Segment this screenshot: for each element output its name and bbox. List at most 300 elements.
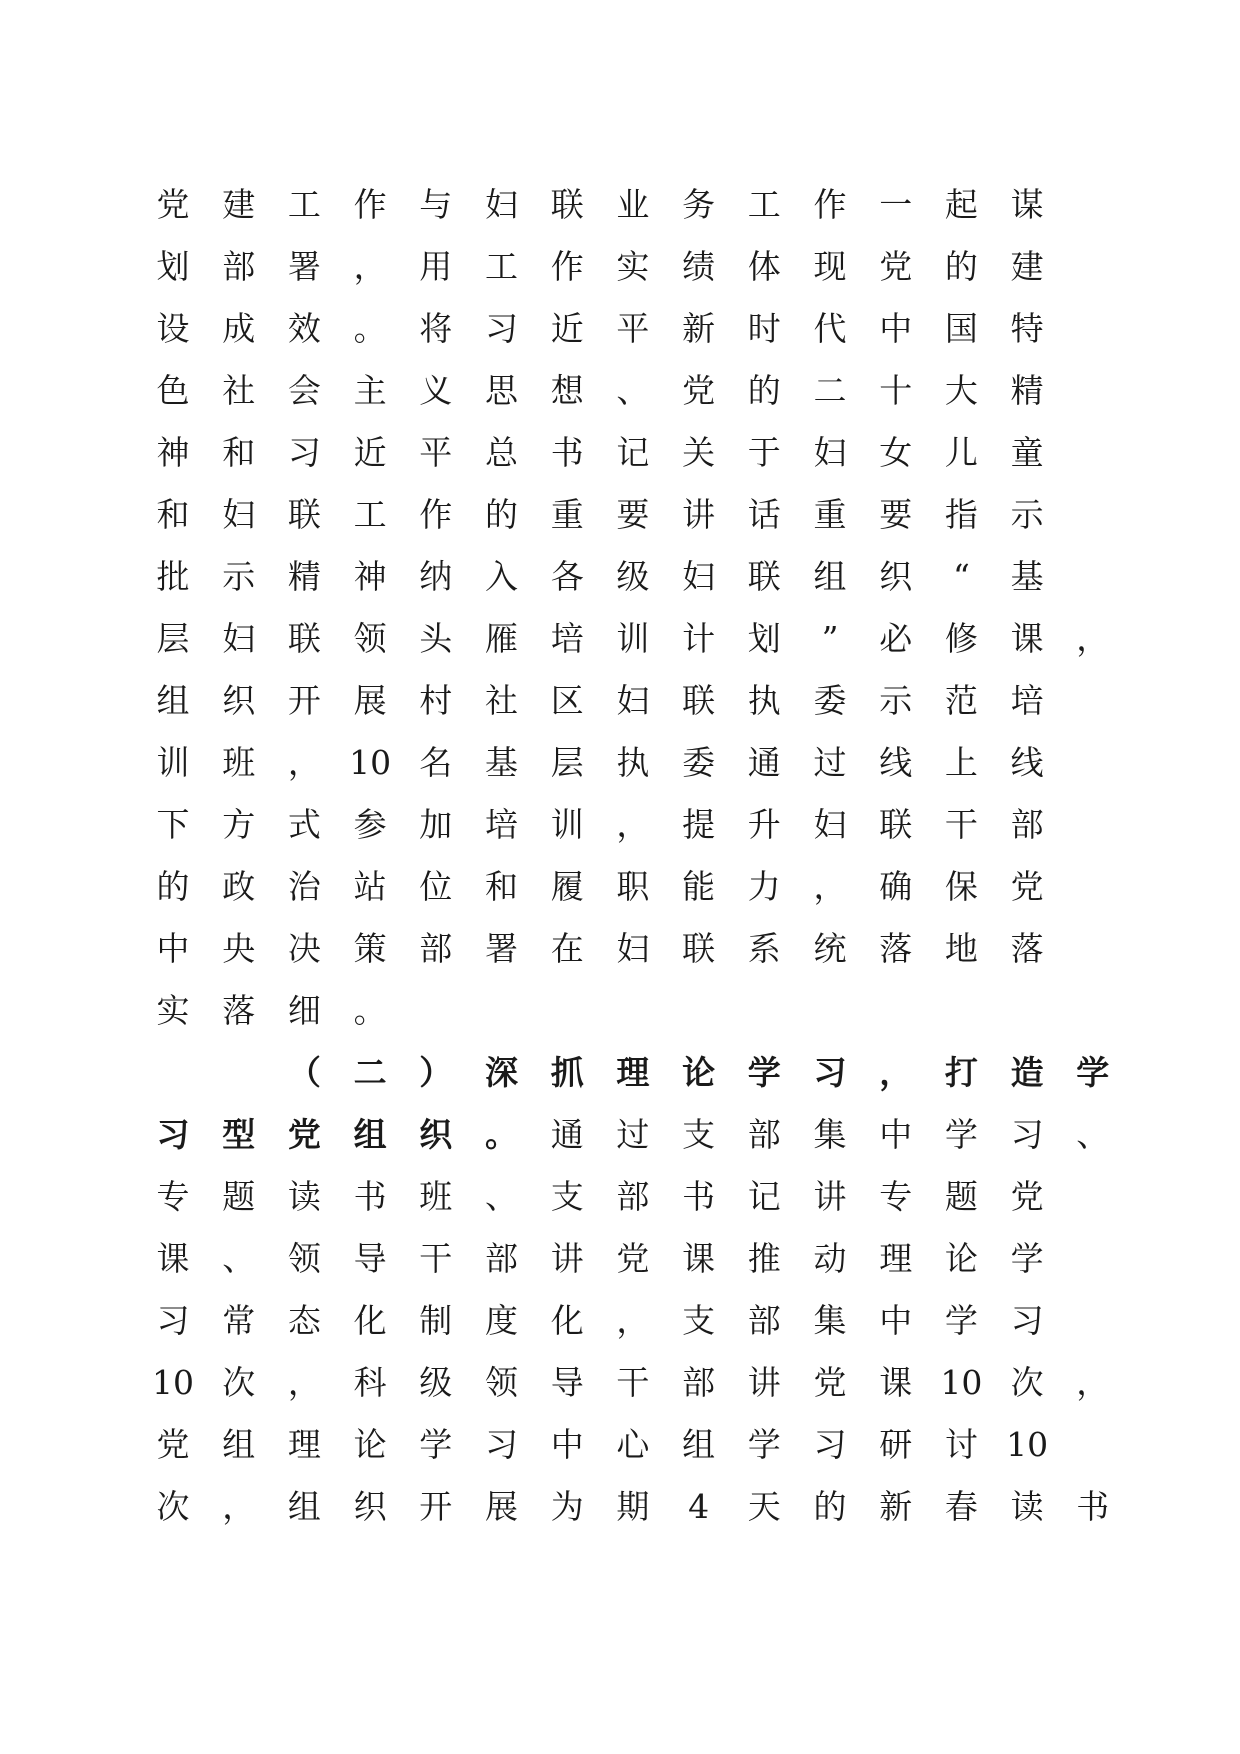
text-char: 落 bbox=[222, 991, 256, 1030]
text-char: 组 bbox=[813, 557, 847, 596]
text-char: 度 bbox=[485, 1301, 518, 1340]
text-char: 开 bbox=[419, 1487, 453, 1526]
text-line bbox=[140, 608, 1200, 670]
text-line bbox=[140, 918, 1200, 980]
text-char: 4 bbox=[688, 1487, 710, 1526]
text-char: 妇 bbox=[813, 433, 847, 472]
text-char: 用 bbox=[419, 247, 453, 286]
text-char: 级 bbox=[616, 557, 650, 596]
text-char: 主 bbox=[353, 371, 387, 410]
text-char: ） bbox=[419, 1053, 453, 1092]
text-char: 组 bbox=[287, 1487, 321, 1526]
text-char: 部 bbox=[222, 247, 256, 286]
text-char: 专 bbox=[156, 1177, 190, 1216]
text-char: 科 bbox=[353, 1363, 387, 1402]
text-char: ， bbox=[353, 247, 387, 286]
text-char: 书 bbox=[682, 1177, 716, 1216]
text-char: 的 bbox=[747, 371, 781, 410]
text-char: 导 bbox=[353, 1239, 387, 1278]
text-char: 层 bbox=[156, 619, 190, 658]
text-char: 部 bbox=[419, 929, 453, 968]
text-char: 童 bbox=[1010, 433, 1044, 472]
text-char: 党 bbox=[879, 247, 913, 286]
text-char: 想 bbox=[550, 371, 584, 410]
text-char: 统 bbox=[813, 929, 847, 968]
text-char: 习 bbox=[1010, 1115, 1044, 1154]
text-char: 部 bbox=[747, 1115, 781, 1154]
text-char: ， bbox=[1076, 1363, 1110, 1402]
text-char: 入 bbox=[485, 557, 518, 596]
text-char: 思 bbox=[485, 371, 518, 410]
text-char: 女 bbox=[879, 433, 913, 472]
text-char: 工 bbox=[353, 495, 387, 534]
text-char: 学 bbox=[747, 1425, 781, 1464]
text-line bbox=[140, 422, 1200, 484]
text-char: 习 bbox=[813, 1053, 847, 1092]
text-char: 将 bbox=[419, 309, 453, 348]
text-char: 课 bbox=[1010, 619, 1044, 658]
text-char: “ bbox=[952, 557, 970, 596]
text-char: 方 bbox=[222, 805, 256, 844]
text-char: 职 bbox=[616, 867, 650, 906]
text-char: 地 bbox=[944, 929, 978, 968]
text-char: 联 bbox=[747, 557, 781, 596]
text-char: 学 bbox=[747, 1053, 781, 1092]
text-char: 执 bbox=[616, 743, 650, 782]
text-char: 位 bbox=[419, 867, 453, 906]
text-line bbox=[140, 1476, 1200, 1538]
text-char: 组 bbox=[222, 1425, 256, 1464]
text-char: 能 bbox=[682, 867, 716, 906]
text-char: 组 bbox=[682, 1425, 716, 1464]
text-char: 课 bbox=[879, 1363, 913, 1402]
text-char: 务 bbox=[682, 185, 716, 224]
text-char: 社 bbox=[485, 681, 518, 720]
text-char: 效 bbox=[287, 309, 321, 348]
text-char: 国 bbox=[944, 309, 978, 348]
text-char: 落 bbox=[879, 929, 913, 968]
text-char: 参 bbox=[353, 805, 387, 844]
text-char: 话 bbox=[747, 495, 781, 534]
text-char: 论 bbox=[353, 1425, 387, 1464]
text-char: 计 bbox=[682, 619, 716, 658]
text-char: 儿 bbox=[944, 433, 978, 472]
text-char: 起 bbox=[944, 185, 978, 224]
text-char: 层 bbox=[550, 743, 584, 782]
text-char: 干 bbox=[616, 1363, 650, 1402]
text-char: 落 bbox=[1010, 929, 1044, 968]
text-char: 指 bbox=[944, 495, 978, 534]
text-char: 联 bbox=[682, 681, 716, 720]
text-char: 代 bbox=[813, 309, 847, 348]
text-char: 特 bbox=[1010, 309, 1044, 348]
text-char: 实 bbox=[616, 247, 650, 286]
text-char: 于 bbox=[747, 433, 781, 472]
text-char: 讲 bbox=[813, 1177, 847, 1216]
text-char: 论 bbox=[944, 1239, 978, 1278]
text-char: 体 bbox=[747, 247, 781, 286]
text-char: （ bbox=[287, 1053, 321, 1092]
text-char: 打 bbox=[944, 1053, 978, 1092]
text-char: 新 bbox=[879, 1487, 913, 1526]
text-char: 部 bbox=[616, 1177, 650, 1216]
text-char: 联 bbox=[287, 619, 321, 658]
text-char: ， bbox=[287, 743, 321, 782]
text-char: 题 bbox=[222, 1177, 256, 1216]
text-char: 妇 bbox=[616, 681, 650, 720]
text-char: 织 bbox=[879, 557, 913, 596]
text-char: 谋 bbox=[1010, 185, 1044, 224]
text-char: 现 bbox=[813, 247, 847, 286]
text-char: 次 bbox=[222, 1363, 256, 1402]
text-char: 导 bbox=[550, 1363, 584, 1402]
text-char: 重 bbox=[550, 495, 584, 534]
text-char: 近 bbox=[550, 309, 584, 348]
text-char: 部 bbox=[682, 1363, 716, 1402]
text-char: ， bbox=[616, 805, 650, 844]
text-char: 下 bbox=[156, 805, 190, 844]
text-char: 线 bbox=[879, 743, 913, 782]
text-char: 训 bbox=[156, 743, 190, 782]
text-char: 学 bbox=[1076, 1053, 1110, 1092]
text-char: 决 bbox=[287, 929, 321, 968]
text-char: 大 bbox=[944, 371, 978, 410]
text-char: 化 bbox=[353, 1301, 387, 1340]
text-char: 社 bbox=[222, 371, 256, 410]
text-char: 各 bbox=[550, 557, 584, 596]
text-char: 为 bbox=[550, 1487, 584, 1526]
text-char: 署 bbox=[485, 929, 518, 968]
text-line bbox=[140, 360, 1200, 422]
text-char: 联 bbox=[287, 495, 321, 534]
text-char: 10 bbox=[152, 1363, 194, 1402]
text-char: 培 bbox=[550, 619, 584, 658]
text-char: 设 bbox=[156, 309, 190, 348]
text-char: 党 bbox=[616, 1239, 650, 1278]
text-char: 班 bbox=[222, 743, 256, 782]
text-char: 党 bbox=[1010, 1177, 1044, 1216]
text-char: 色 bbox=[156, 371, 190, 410]
text-char: 要 bbox=[879, 495, 913, 534]
text-char: 习 bbox=[485, 309, 518, 348]
text-char: 论 bbox=[682, 1053, 716, 1092]
text-char: 训 bbox=[550, 805, 584, 844]
text-char: 划 bbox=[747, 619, 781, 658]
text-char: 次 bbox=[156, 1487, 190, 1526]
text-char: 讲 bbox=[550, 1239, 584, 1278]
text-char: 训 bbox=[616, 619, 650, 658]
text-char: 次 bbox=[1010, 1363, 1044, 1402]
text-char: 推 bbox=[747, 1239, 781, 1278]
text-char: 支 bbox=[682, 1115, 716, 1154]
text-char: 区 bbox=[550, 681, 584, 720]
text-char: 名 bbox=[419, 743, 453, 782]
text-char: 领 bbox=[353, 619, 387, 658]
text-char: 春 bbox=[944, 1487, 978, 1526]
text-char: 妇 bbox=[485, 185, 518, 224]
text-char: 10 bbox=[940, 1363, 983, 1402]
text-char: 中 bbox=[879, 1115, 913, 1154]
text-char: ， bbox=[879, 1053, 913, 1092]
text-char: 神 bbox=[353, 557, 387, 596]
text-char: 妇 bbox=[222, 619, 256, 658]
text-char: 抓 bbox=[550, 1053, 584, 1092]
text-char: 支 bbox=[682, 1301, 716, 1340]
text-char: 中 bbox=[879, 309, 913, 348]
text-char: 关 bbox=[682, 433, 716, 472]
text-line bbox=[140, 732, 1200, 794]
text-char: 义 bbox=[419, 371, 453, 410]
text-char: 二 bbox=[813, 371, 847, 410]
text-char: 建 bbox=[1010, 247, 1044, 286]
text-char: 领 bbox=[287, 1239, 321, 1278]
text-char: 和 bbox=[222, 433, 256, 472]
text-char: 精 bbox=[287, 557, 321, 596]
text-char: 确 bbox=[879, 867, 913, 906]
text-char: 线 bbox=[1010, 743, 1044, 782]
text-char: 习 bbox=[287, 433, 321, 472]
text-char: 党 bbox=[813, 1363, 847, 1402]
text-char: 10 bbox=[349, 743, 392, 782]
text-char: 党 bbox=[1010, 867, 1044, 906]
text-char: 神 bbox=[156, 433, 190, 472]
text-char: 课 bbox=[682, 1239, 716, 1278]
text-char: 实 bbox=[156, 991, 190, 1030]
text-char: 总 bbox=[485, 433, 518, 472]
text-char: 组 bbox=[156, 681, 190, 720]
text-char: 政 bbox=[222, 867, 256, 906]
text-char: 绩 bbox=[682, 247, 716, 286]
text-char: 妇 bbox=[616, 929, 650, 968]
text-char: 和 bbox=[156, 495, 190, 534]
text-char: 批 bbox=[156, 557, 190, 596]
text-char: 过 bbox=[813, 743, 847, 782]
text-char: 、 bbox=[485, 1177, 518, 1216]
text-char: 习 bbox=[813, 1425, 847, 1464]
text-char: 纳 bbox=[419, 557, 453, 596]
text-char: 讲 bbox=[747, 1363, 781, 1402]
text-char: 系 bbox=[747, 929, 781, 968]
text-char: 中 bbox=[550, 1425, 584, 1464]
text-char: 提 bbox=[682, 805, 716, 844]
text-char: 妇 bbox=[682, 557, 716, 596]
text-char: 讲 bbox=[682, 495, 716, 534]
text-char: 委 bbox=[682, 743, 716, 782]
text-char: ， bbox=[813, 867, 847, 906]
text-char: 工 bbox=[485, 247, 518, 286]
text-char: 班 bbox=[419, 1177, 453, 1216]
text-char: 保 bbox=[944, 867, 978, 906]
text-char: 的 bbox=[944, 247, 978, 286]
text-char: 造 bbox=[1010, 1053, 1044, 1092]
text-char: 部 bbox=[1010, 805, 1044, 844]
text-char: 联 bbox=[879, 805, 913, 844]
text-char: 、 bbox=[1076, 1115, 1110, 1154]
text-char: 头 bbox=[419, 619, 453, 658]
text-char: 题 bbox=[944, 1177, 978, 1216]
text-char: 理 bbox=[287, 1425, 321, 1464]
text-char: 学 bbox=[944, 1115, 978, 1154]
text-char: 集 bbox=[813, 1301, 847, 1340]
text-char: 加 bbox=[419, 805, 453, 844]
text-char: 织 bbox=[419, 1115, 453, 1154]
text-char: 制 bbox=[419, 1301, 453, 1340]
text-char: 治 bbox=[287, 867, 321, 906]
text-char: 过 bbox=[616, 1115, 650, 1154]
text-char: 基 bbox=[1010, 557, 1044, 596]
text-char: 研 bbox=[879, 1425, 913, 1464]
text-char: 履 bbox=[550, 867, 584, 906]
text-char: 细 bbox=[287, 991, 321, 1030]
text-char: 范 bbox=[944, 681, 978, 720]
text-char: 。 bbox=[353, 991, 387, 1030]
text-char: 书 bbox=[550, 433, 584, 472]
text-char: 力 bbox=[747, 867, 781, 906]
text-char: 示 bbox=[222, 557, 256, 596]
text-char: 作 bbox=[353, 185, 387, 224]
text-char: 天 bbox=[747, 1487, 781, 1526]
text-char: 署 bbox=[287, 247, 321, 286]
text-char: 中 bbox=[879, 1301, 913, 1340]
text-line bbox=[140, 794, 1200, 856]
text-char: 党 bbox=[156, 185, 190, 224]
text-char: 干 bbox=[944, 805, 978, 844]
text-char: 展 bbox=[353, 681, 387, 720]
text-char: 雁 bbox=[485, 619, 518, 658]
text-char: 央 bbox=[222, 929, 256, 968]
text-char: 培 bbox=[485, 805, 518, 844]
text-char: 干 bbox=[419, 1239, 453, 1278]
text-char: 联 bbox=[550, 185, 584, 224]
text-char: 书 bbox=[353, 1177, 387, 1216]
text-char: 开 bbox=[287, 681, 321, 720]
text-char: 部 bbox=[747, 1301, 781, 1340]
text-char: ， bbox=[222, 1487, 256, 1526]
text-char: 读 bbox=[1010, 1487, 1044, 1526]
text-char: 和 bbox=[485, 867, 518, 906]
text-line bbox=[140, 1290, 1200, 1352]
text-char: 。 bbox=[485, 1115, 518, 1154]
text-char: 委 bbox=[813, 681, 847, 720]
text-char: 妇 bbox=[222, 495, 256, 534]
text-char: 领 bbox=[485, 1363, 518, 1402]
text-line bbox=[140, 298, 1200, 360]
text-char: 通 bbox=[550, 1115, 584, 1154]
text-char: 妇 bbox=[813, 805, 847, 844]
text-char: 基 bbox=[485, 743, 518, 782]
text-char: ， bbox=[1076, 619, 1110, 658]
text-char: 一 bbox=[879, 185, 913, 224]
text-char: 示 bbox=[1010, 495, 1044, 534]
text-char: 理 bbox=[879, 1239, 913, 1278]
text-char: 部 bbox=[485, 1239, 518, 1278]
text-char: 党 bbox=[682, 371, 716, 410]
text-char: ， bbox=[616, 1301, 650, 1340]
text-char: 学 bbox=[419, 1425, 453, 1464]
text-line bbox=[140, 856, 1200, 918]
text-char: 村 bbox=[419, 681, 453, 720]
text-char: 成 bbox=[222, 309, 256, 348]
text-line bbox=[140, 670, 1200, 732]
text-char: 读 bbox=[287, 1177, 321, 1216]
text-line bbox=[140, 980, 1200, 1042]
text-char: 十 bbox=[879, 371, 913, 410]
text-char: 工 bbox=[287, 185, 321, 224]
text-char: 站 bbox=[353, 867, 387, 906]
text-char: 在 bbox=[550, 929, 584, 968]
text-char: 与 bbox=[419, 185, 453, 224]
text-char: 二 bbox=[353, 1053, 387, 1092]
text-char: 式 bbox=[287, 805, 321, 844]
text-char: 学 bbox=[1010, 1239, 1044, 1278]
text-char: 展 bbox=[485, 1487, 518, 1526]
text-char: 升 bbox=[747, 805, 781, 844]
text-char: 平 bbox=[419, 433, 453, 472]
text-char: 习 bbox=[485, 1425, 518, 1464]
text-char: 支 bbox=[550, 1177, 584, 1216]
text-line bbox=[140, 546, 1200, 608]
text-line bbox=[140, 174, 1200, 236]
text-char: 作 bbox=[550, 247, 584, 286]
text-char: 重 bbox=[813, 495, 847, 534]
text-char: 理 bbox=[616, 1053, 650, 1092]
text-char: 作 bbox=[813, 185, 847, 224]
text-char: 组 bbox=[353, 1115, 387, 1154]
text-line bbox=[140, 236, 1200, 298]
text-char: 态 bbox=[287, 1301, 321, 1340]
text-char: 党 bbox=[287, 1115, 321, 1154]
text-char: 课 bbox=[156, 1239, 190, 1278]
text-char: 织 bbox=[222, 681, 256, 720]
text-char: 必 bbox=[879, 619, 913, 658]
text-char: 平 bbox=[616, 309, 650, 348]
text-char: 近 bbox=[353, 433, 387, 472]
text-line bbox=[140, 1166, 1200, 1228]
text-char: 10 bbox=[1006, 1425, 1049, 1464]
text-char: 通 bbox=[747, 743, 781, 782]
text-char: 联 bbox=[682, 929, 716, 968]
text-char: 党 bbox=[156, 1425, 190, 1464]
text-char: 学 bbox=[944, 1301, 978, 1340]
text-char: 级 bbox=[419, 1363, 453, 1402]
text-char: 专 bbox=[879, 1177, 913, 1216]
text-char: 上 bbox=[944, 743, 978, 782]
text-char: 深 bbox=[485, 1053, 518, 1092]
text-char: 修 bbox=[944, 619, 978, 658]
text-char: 织 bbox=[353, 1487, 387, 1526]
text-char: 建 bbox=[222, 185, 256, 224]
text-char: 新 bbox=[682, 309, 716, 348]
text-line bbox=[140, 1042, 1200, 1104]
text-char: 习 bbox=[1010, 1301, 1044, 1340]
text-char: 记 bbox=[616, 433, 650, 472]
text-char: 讨 bbox=[944, 1425, 978, 1464]
text-char: 划 bbox=[156, 247, 190, 286]
text-char: 化 bbox=[550, 1301, 584, 1340]
text-char: 业 bbox=[616, 185, 650, 224]
text-line bbox=[140, 1352, 1200, 1414]
text-char: 书 bbox=[1076, 1487, 1110, 1526]
text-char: 习 bbox=[156, 1301, 190, 1340]
text-char: 培 bbox=[1010, 681, 1044, 720]
text-char: 记 bbox=[747, 1177, 781, 1216]
text-char: 、 bbox=[616, 371, 650, 410]
text-line bbox=[140, 1228, 1200, 1290]
text-char: 的 bbox=[485, 495, 518, 534]
text-char: 作 bbox=[419, 495, 453, 534]
text-char: 要 bbox=[616, 495, 650, 534]
text-char: 中 bbox=[156, 929, 190, 968]
